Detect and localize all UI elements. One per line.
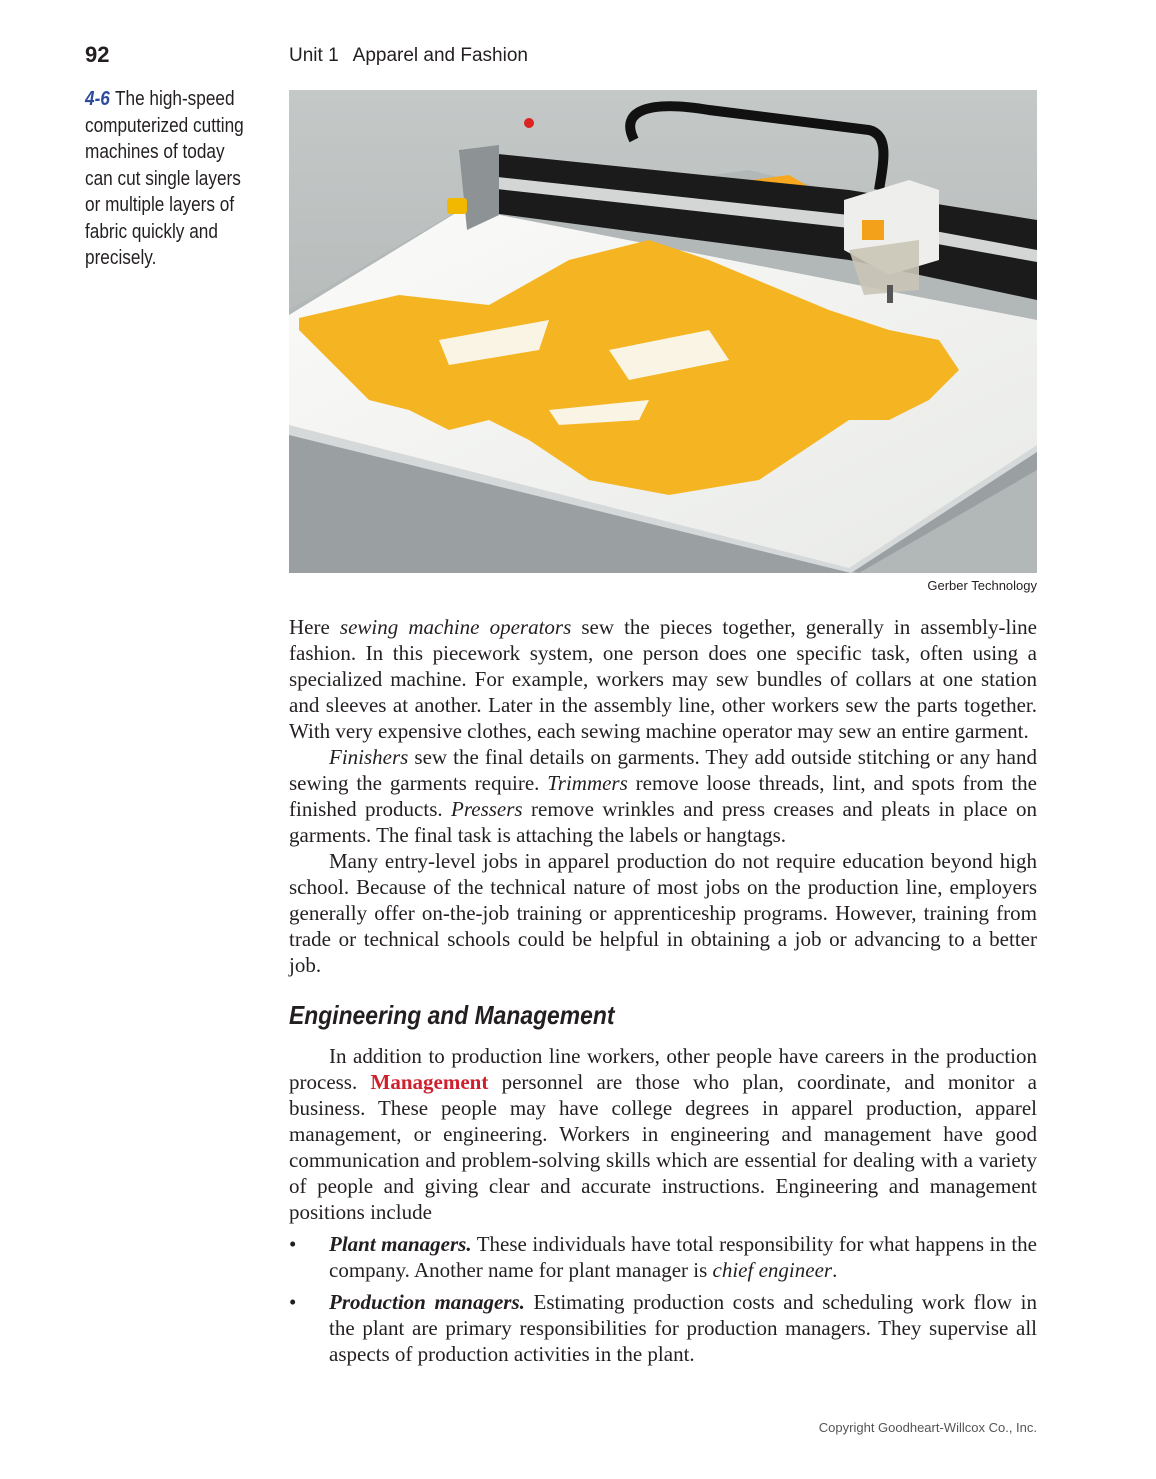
caption-line: or multiple layers of [85,194,235,216]
running-header [289,45,528,67]
figure-number: 4-6 [85,88,110,110]
cutting-machine-photo [289,90,1037,573]
photo-credit: Gerber Technology [927,578,1037,593]
copyright: Copyright Goodheart-Willcox Co., Inc. [818,1420,1037,1435]
unit-label: Unit 1 [289,45,339,66]
term: Pressers [451,797,523,821]
term: sewing machine operators [339,615,572,639]
term: Finishers [329,745,409,769]
caption-line: precisely. [85,247,157,269]
paragraph: Finishers sew the final details on garments. They add outside stitching or any hand sewing the garments require. Trimmers remove loose threads, lint, and spots from the finished products. Pressers remove wrinkles and press creases and pleats in place on garments. The final task is attaching the labels or hangtags. [289,745,1038,847]
positions-list [289,1231,1037,1367]
figure-caption [85,86,285,272]
caption-line: fabric quickly and [85,220,218,243]
list-item: • Plant managers. These individuals have total responsibility for what happens in the company. Another name for plant manager is chief engineer. [289,1232,1037,1282]
paragraph: Here sewing machine operators sew the pieces together, generally in assembly-line fashion. In this piecework system, one person does one specific task, often using a specialized machine. For example, workers may sew bundles of collars at one station and sleeves at another. Later in the assembly line, other workers sew the parts together. With very expensive clothes, each sewing machine operator may sew an entire garment. [289,615,1037,743]
body-text [289,614,1037,1373]
paragraph: In addition to production line workers, other people have careers in the production process. Management personnel are those who plan, coordinate, and monitor a business. These people may have college degrees in apparel production, apparel management, or engineering. Workers in engineering and management have good communication and problem-solving skills which are essential for dealing with a variety of people and giving clear and accurate instructions. Engineering and management positions include [289,1044,1038,1224]
caption-line: The high-speed [115,88,235,110]
section-heading: Engineering and Management [289,1000,615,1030]
list-item: • Production managers. Estimating production costs and scheduling work flow in the plant are primary responsibilities for production managers. They supervise all aspects of production activities in the plant. [289,1290,1037,1366]
unit-title: Apparel and Fashion [352,45,528,66]
page-number: 92 [85,42,110,67]
key-term: Management [370,1070,489,1094]
paragraph: Many entry-level jobs in apparel production do not require education beyond high school. Because of the technical nature of most jobs on the production line, employers generally offer on-the-job training or apprenticeship programs. However, training from trade or technical schools could be helpful in obtaining a job or advancing to a better job. [289,849,1037,977]
caption-line: computerized cutting [85,114,244,137]
caption-line: machines of today [85,141,225,163]
bullet-icon: • [289,1290,297,1314]
caption-line: can cut single layers [85,167,241,190]
term: Trimmers [547,771,628,795]
bullet-icon: • [289,1232,297,1256]
